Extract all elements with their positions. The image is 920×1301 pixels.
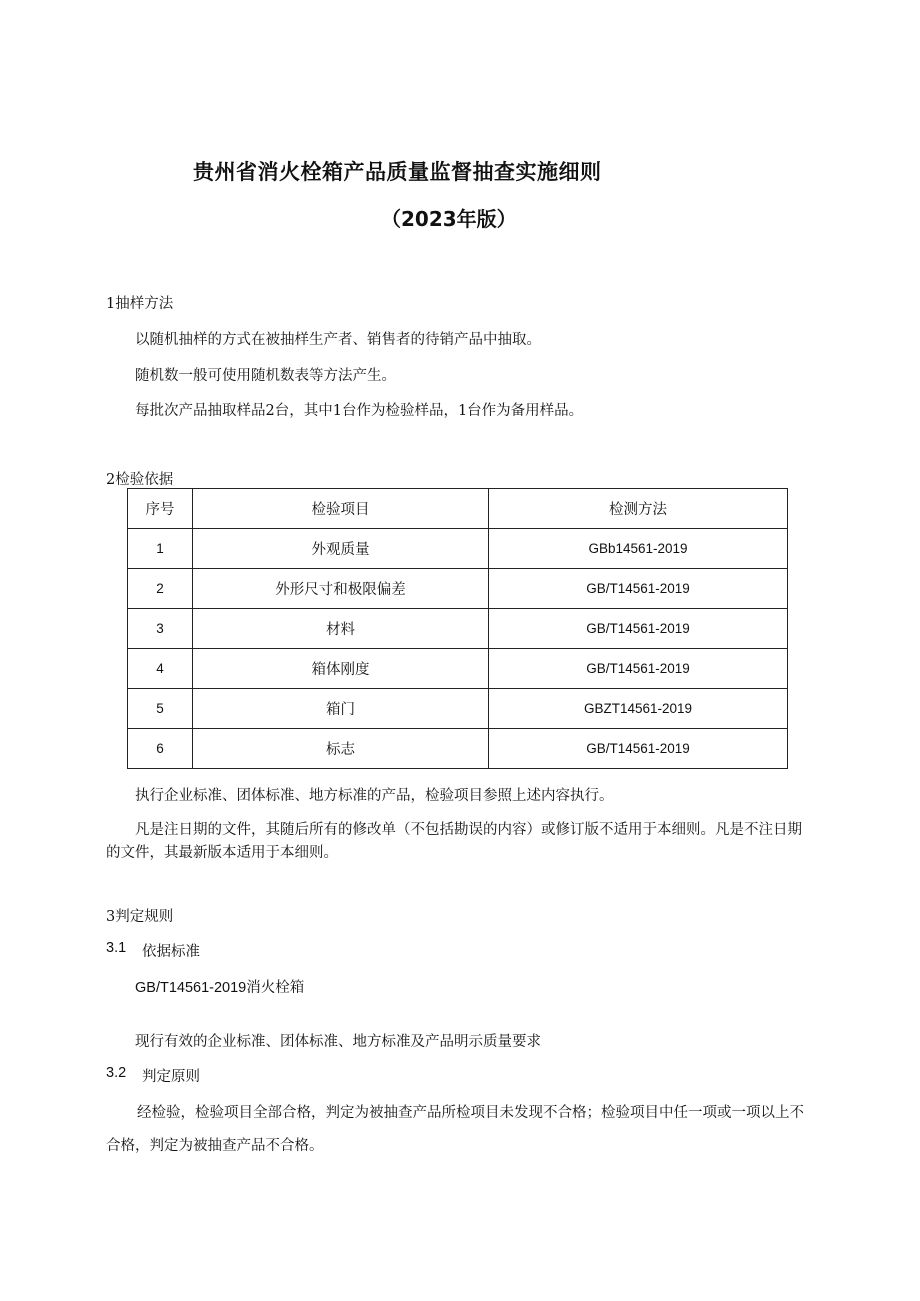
table-cell-item: 标志 xyxy=(193,729,489,769)
table-cell-method: GBZT14561-2019 xyxy=(489,689,788,729)
standard-reference: GB/T14561-2019消火栓箱 xyxy=(135,980,305,996)
table-cell-item: 箱体刚度 xyxy=(193,649,489,689)
table-cell-method: GB/T14561-2019 xyxy=(489,569,788,609)
table-row xyxy=(128,529,788,569)
table-row xyxy=(128,609,788,649)
table-cell-method: GB/T14561-2019 xyxy=(489,729,788,769)
section1-paragraph-1: 以随机抽样的方式在被抽样生产者、销售者的待销产品中抽取。 xyxy=(135,332,541,348)
document-title: 贵州省消火栓箱产品质量监督抽查实施细则 xyxy=(193,160,602,184)
table-cell-method: GB/T14561-2019 xyxy=(489,609,788,649)
table-cell-number: 6 xyxy=(128,729,193,769)
judgment-principle-text: 经检验，检验项目全部合格，判定为被抽查产品所检项目未发现不合格；检验项目中任一项或一项以上不合格，判定为被抽查产品不合格。 xyxy=(106,1105,804,1154)
subsection-3-2-title: 判定原则 xyxy=(142,1069,200,1085)
table-cell-method: GB/T14561-2019 xyxy=(489,649,788,689)
table-header: 检验项目 xyxy=(193,489,489,529)
table-header: 序号 xyxy=(128,489,193,529)
table-cell-item: 外观质量 xyxy=(193,529,489,569)
section2-heading: 2检验依据 xyxy=(106,472,174,488)
section1-heading: 1抽样方法 xyxy=(106,296,174,312)
table-cell-number: 4 xyxy=(128,649,193,689)
document-subtitle: （2023年版） xyxy=(381,207,517,231)
other-standards: 现行有效的企业标准、团体标准、地方标准及产品明示质量要求 xyxy=(135,1034,541,1050)
section3-heading: 3判定规则 xyxy=(106,909,174,925)
table-cell-number: 5 xyxy=(128,689,193,729)
table-row xyxy=(128,689,788,729)
section2-note-1: 执行企业标准、团体标准、地方标准的产品，检验项目参照上述内容执行。 xyxy=(135,788,614,804)
table-row xyxy=(128,569,788,609)
table-cell-number: 2 xyxy=(128,569,193,609)
subsection-3-1-number: 3.1 xyxy=(106,940,127,956)
table-row xyxy=(128,649,788,689)
section2-note-2: 凡是注日期的文件，其随后所有的修改单（不包括勘误的内容）或修订版不适用于本细则。凡是不注日期的文件，其最新版本适用于本细则。 xyxy=(106,822,802,861)
section1-paragraph-2: 随机数一般可使用随机数表等方法产生。 xyxy=(135,368,396,384)
table-cell-number: 3 xyxy=(128,609,193,649)
table-row xyxy=(128,729,788,769)
table-cell-number: 1 xyxy=(128,529,193,569)
table-header-row xyxy=(128,489,788,529)
table-cell-item: 材料 xyxy=(193,609,489,649)
subsection-3-2-number: 3.2 xyxy=(106,1065,127,1081)
subsection-3-1-title: 依据标准 xyxy=(142,944,200,960)
table-header: 检测方法 xyxy=(489,489,788,529)
table-cell-item: 外形尺寸和极限偏差 xyxy=(193,569,489,609)
table-cell-item: 箱门 xyxy=(193,689,489,729)
table-cell-method: GBb14561-2019 xyxy=(489,529,788,569)
inspection-table xyxy=(127,488,788,769)
section1-paragraph-3: 每批次产品抽取样品2台，其中1台作为检验样品，1台作为备用样品。 xyxy=(135,403,584,419)
